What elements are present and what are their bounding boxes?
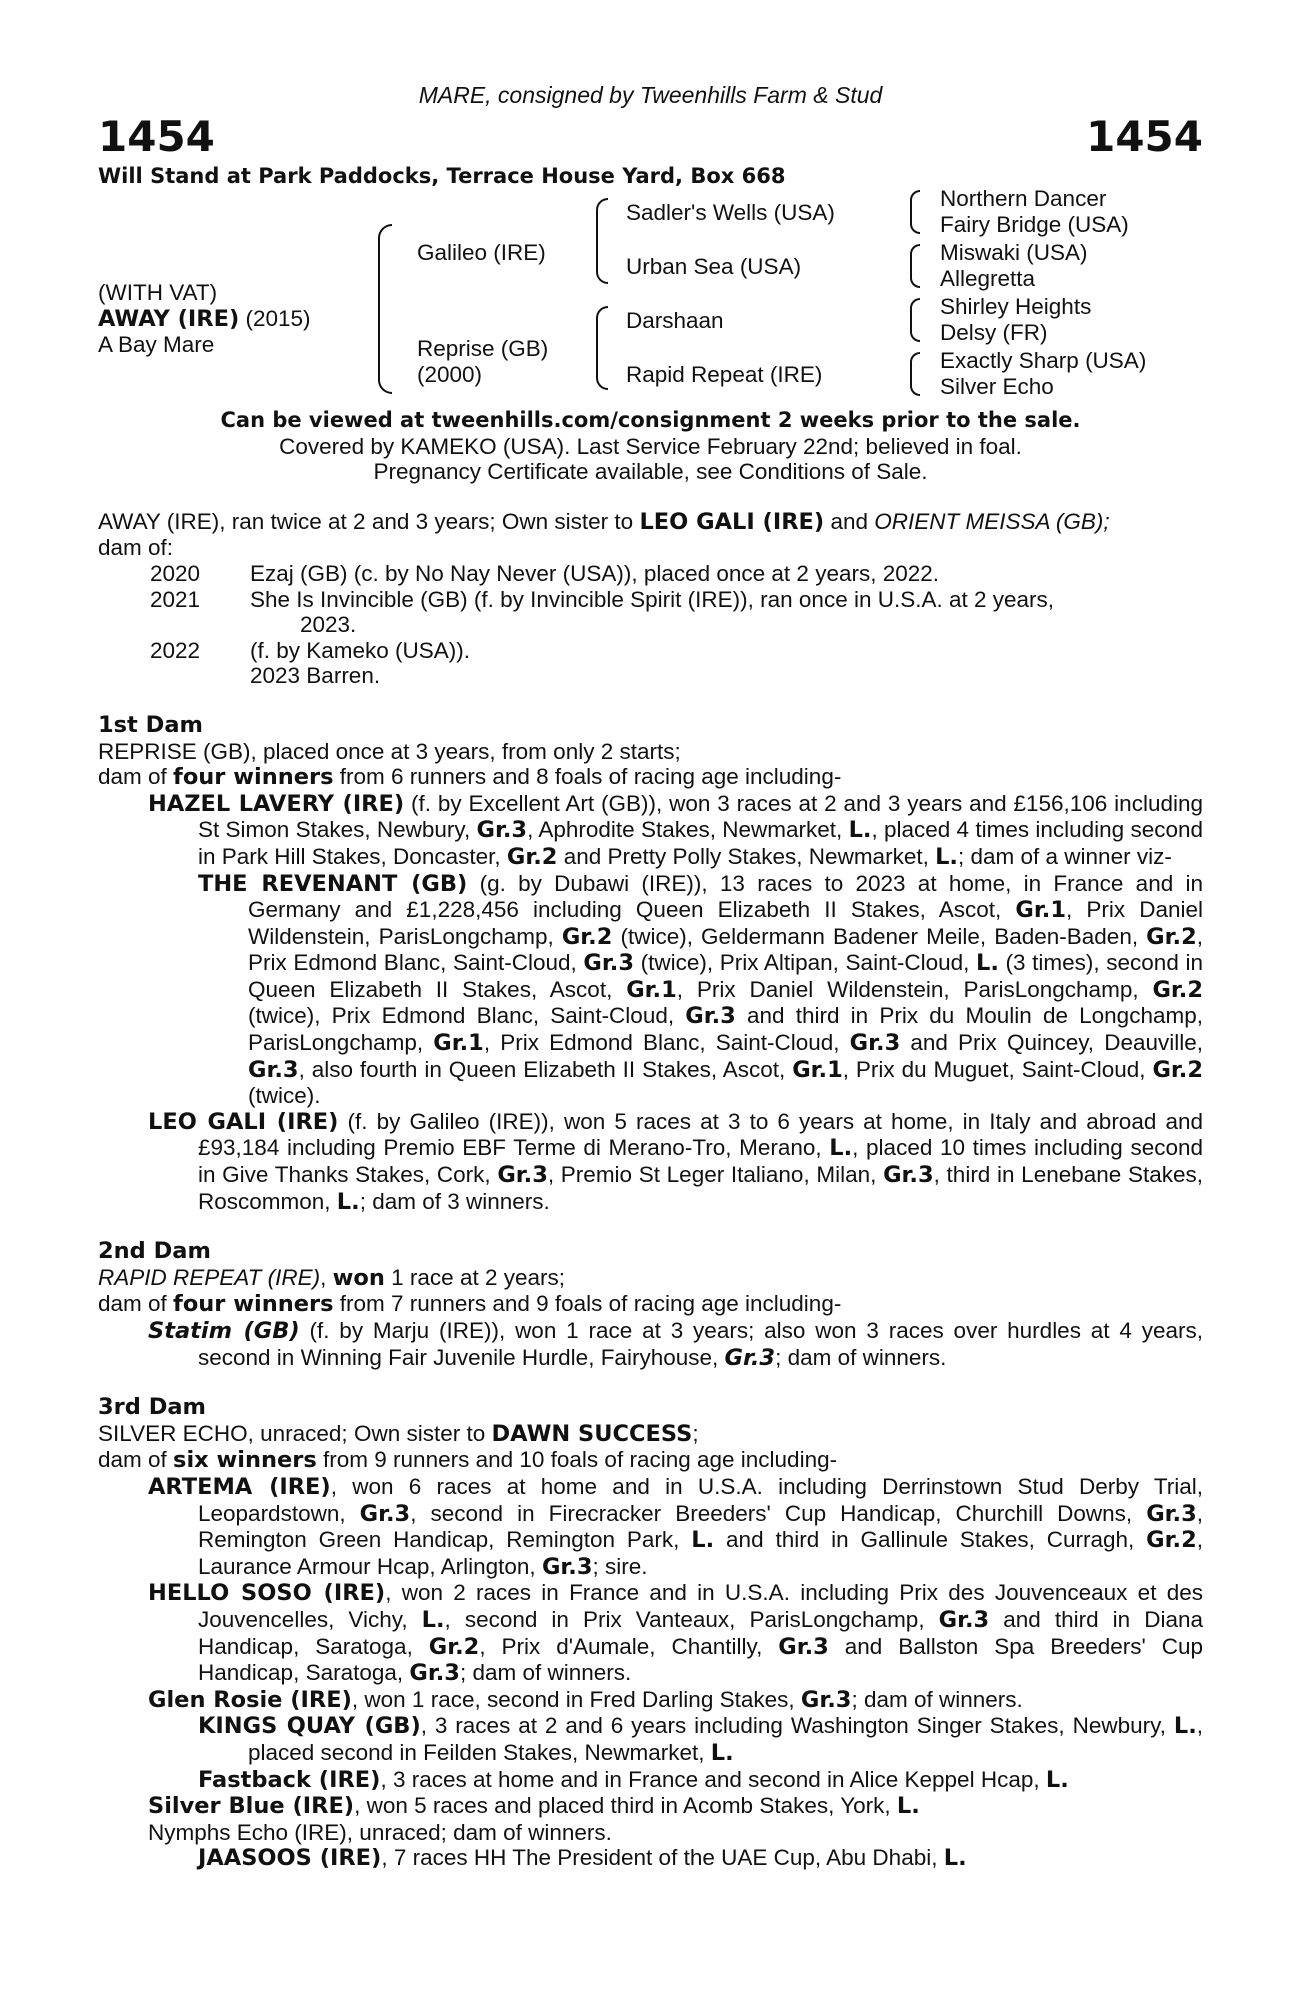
grade: Gr.3 xyxy=(800,1686,852,1713)
text: and third in Diana Handicap, Saratoga, xyxy=(198,1606,1203,1659)
pedigree-brace xyxy=(596,306,608,390)
pedigree-brace xyxy=(910,298,920,342)
grade: Gr.3 xyxy=(359,1500,411,1527)
produce-details xyxy=(250,638,1203,689)
grade: Gr.3 xyxy=(724,1344,776,1371)
produce-entry xyxy=(98,1109,1203,1215)
text: , Prix Daniel Wildenstein, ParisLongchamp, xyxy=(248,897,1203,949)
text: and third in Gallinule Stakes, Curragh, xyxy=(714,1527,1147,1553)
text: , Laurance Armour Hcap, Arlington, xyxy=(198,1527,1203,1579)
winners-count: four winners xyxy=(173,764,334,791)
second-dam-heading: 2nd Dam xyxy=(98,1238,211,1265)
text: ; dam of 3 winners. xyxy=(359,1188,550,1214)
grade: Gr.2 xyxy=(428,1633,480,1660)
text: and Prix Quincey, Deauville, xyxy=(900,1030,1203,1056)
dam-of-label: dam of: xyxy=(98,535,174,561)
produce-name: LEO GALI (IRE) xyxy=(148,1108,339,1135)
text: dam of xyxy=(98,764,174,790)
pedigree-ggs-1: Northern Dancer xyxy=(940,186,1107,211)
text: from 6 runners and 8 foals of racing age including- xyxy=(333,764,842,790)
produce-entry xyxy=(98,1845,1203,1872)
text: , 3 races at 2 and 6 years including Washington Singer Stakes, Newbury, xyxy=(420,1713,1174,1739)
first-dam-line: REPRISE (GB), placed once at 3 years, from only 2 starts; xyxy=(98,738,681,764)
text: , 7 races HH The President of the UAE Cup, Abu Dhabi, xyxy=(381,1845,944,1871)
produce-name: THE REVENANT (GB) xyxy=(198,870,468,897)
text: , Aphrodite Stakes, Newmarket, xyxy=(527,817,849,843)
grade: Gr.3 xyxy=(849,1030,901,1057)
grade: Gr.3 xyxy=(248,1056,299,1083)
produce-year: 2022 xyxy=(150,637,201,663)
catalogue-page xyxy=(98,82,1203,1872)
produce-entry xyxy=(98,1767,1203,1794)
grade: Gr.3 xyxy=(778,1633,829,1660)
text: dam of xyxy=(98,1291,174,1317)
grade: L. xyxy=(829,1135,853,1162)
text: , Remington Green Handicap, Remington Park, xyxy=(198,1500,1204,1553)
grade: Gr.3 xyxy=(883,1162,934,1189)
grade: Gr.3 xyxy=(541,1553,593,1580)
text: (twice), Prix Edmond Blanc, Saint-Cloud, xyxy=(248,1003,686,1029)
produce-line: 2023 Barren. xyxy=(250,663,381,689)
produce-row xyxy=(98,561,1203,587)
produce-entry xyxy=(98,1474,1203,1580)
pedigree-ggd-4: Silver Echo xyxy=(940,374,1054,399)
text: , xyxy=(320,1264,333,1290)
pedigree-brace xyxy=(910,244,920,288)
text: ; dam of winners. xyxy=(775,1344,947,1370)
pedigree-sire-dam: Urban Sea (USA) xyxy=(626,254,802,279)
grade: L. xyxy=(336,1188,360,1215)
produce-name: JAASOOS (IRE) xyxy=(198,1845,382,1872)
text: , 3 races at home and in France and second in Alice Keppel Hcap, xyxy=(380,1766,1046,1792)
text: from 9 runners and 10 foals of racing age including- xyxy=(316,1447,838,1473)
produce-entry xyxy=(98,871,1203,1109)
produce-name: KINGS QUAY (GB) xyxy=(198,1713,421,1740)
second-dam-line xyxy=(98,1265,1203,1292)
pedigree-brace xyxy=(910,190,920,234)
covered-note: Covered by KAMEKO (USA). Last Service February 22nd; believed in foal. xyxy=(279,433,1022,459)
summary-text: ; xyxy=(1103,508,1110,534)
grade: L. xyxy=(710,1739,734,1766)
pedigree-ggs-4: Exactly Sharp (USA) xyxy=(940,348,1147,373)
horse-year: (2015) xyxy=(245,306,311,331)
produce-row xyxy=(98,587,1203,638)
grade: Gr.3 xyxy=(685,1003,736,1030)
grade: Gr.2 xyxy=(506,843,558,870)
text: ; dam of a winner viz- xyxy=(957,843,1172,869)
pedigree-dam-sire: Darshaan xyxy=(626,308,724,333)
summary-intro: AWAY (IRE), ran twice at 2 and 3 years; Own sister to xyxy=(98,508,640,534)
text: 1 race at 2 years; xyxy=(384,1264,565,1290)
text: , second in Firecracker Breeders' Cup Handicap, Churchill Downs, xyxy=(410,1500,1147,1526)
second-dam-summary xyxy=(98,1291,1203,1318)
third-dam-summary xyxy=(98,1447,1203,1474)
text: , also fourth in Queen Elizabeth II Stakes, Ascot, xyxy=(298,1056,793,1082)
pedigree-dam-year: (2000) xyxy=(417,362,483,387)
lot-number-left: 1454 xyxy=(98,112,215,161)
sibling-name: ORIENT MEISSA (GB) xyxy=(874,508,1104,534)
grade: L. xyxy=(1045,1766,1069,1793)
sibling-name: LEO GALI (IRE) xyxy=(639,508,825,535)
text: and third in Prix du Moulin de Longchamp, ParisLongchamp, xyxy=(248,1003,1203,1056)
grade: Gr.2 xyxy=(1146,923,1197,950)
text: won xyxy=(332,1264,385,1291)
grade: Gr.3 xyxy=(476,817,528,844)
grade: L. xyxy=(943,1845,967,1872)
pedigree-ggd-3: Delsy (FR) xyxy=(940,320,1048,345)
produce-entry xyxy=(98,1713,1203,1766)
text: and Ballston Spa Breeders' Cup Handicap, Saratoga, xyxy=(198,1633,1203,1686)
horse-description: A Bay Mare xyxy=(98,332,215,357)
produce-entry xyxy=(98,1793,1203,1820)
produce-year: 2020 xyxy=(150,560,201,586)
produce-name: Glen Rosie (IRE) xyxy=(148,1686,352,1713)
text: (twice). xyxy=(248,1083,321,1109)
pedigree-ggd-1: Fairy Bridge (USA) xyxy=(940,212,1129,237)
winners-count: four winners xyxy=(173,1291,334,1318)
grade: Gr.2 xyxy=(1152,976,1203,1003)
produce-line: She Is Invincible (GB) (f. by Invincible Spirit (IRE)), ran once in U.S.A. at 2 years, xyxy=(250,586,1055,612)
produce-name: Statim (GB) xyxy=(148,1318,300,1344)
third-dam-heading: 3rd Dam xyxy=(98,1394,206,1421)
horse-title xyxy=(98,306,311,332)
text: from 7 runners and 9 foals of racing age including- xyxy=(333,1291,842,1317)
text: (g. by Dubawi (IRE)), 13 races to 2023 at home, in France and in Germany and £1,228,456 including Queen Elizabeth II Stakes, Ascot, xyxy=(248,870,1203,923)
text: ; sire. xyxy=(592,1553,648,1579)
grade: Gr.3 xyxy=(409,1660,460,1687)
produce-entry xyxy=(98,791,1203,871)
sibling-name: DAWN SUCCESS xyxy=(491,1420,693,1447)
text: , second in Prix Vanteaux, ParisLongchamp, xyxy=(444,1606,939,1632)
pedigree-brace xyxy=(596,198,608,284)
pedigree-dam-dam: Rapid Repeat (IRE) xyxy=(626,362,823,387)
dam-name: RAPID REPEAT (IRE) xyxy=(98,1264,321,1290)
text: , Prix d'Aumale, Chantilly, xyxy=(479,1633,779,1659)
horse-name: AWAY (IRE) xyxy=(98,306,240,332)
text: , won 6 races at home and in U.S.A. including Derrinstown Stud Derby Trial, Leopardstown, xyxy=(198,1473,1204,1526)
text: , placed 10 times including second in Give Thanks Stakes, Cork, xyxy=(198,1135,1203,1188)
produce-name: ARTEMA (IRE) xyxy=(148,1473,331,1500)
text: , Prix Daniel Wildenstein, ParisLongchamp, xyxy=(676,976,1153,1002)
text: , won 2 races in France and in U.S.A. including Prix des Jouvenceaux et des Jouvencelles, Vichy, xyxy=(198,1580,1203,1632)
grade: Gr.1 xyxy=(433,1030,484,1057)
produce-name: HAZEL LAVERY (IRE) xyxy=(148,790,405,817)
text: (f. by Galileo (IRE)), won 5 races at 3 to 6 years at home, in Italy and abroad and £93,184 including Premio EBF Terme di Merano-Tro, Merano, xyxy=(198,1108,1203,1161)
grade: L. xyxy=(421,1606,445,1633)
text: and Pretty Polly Stakes, Newmarket, xyxy=(557,843,936,869)
pedigree-ggd-2: Allegretta xyxy=(940,266,1036,291)
pedigree-sire-sire: Sadler's Wells (USA) xyxy=(626,200,835,225)
pedigree-brace xyxy=(910,352,920,396)
grade: L. xyxy=(848,817,872,844)
stand-location: Will Stand at Park Paddocks, Terrace House Yard, Box 668 xyxy=(98,164,786,188)
text: (f. by Marju (IRE)), won 1 race at 3 years; also won 3 races over hurdles at 4 years, second in Winning Fair Juvenile Hurdle, Fairyhouse, xyxy=(198,1318,1203,1370)
produce-line: 2023. xyxy=(300,612,357,638)
grade: L. xyxy=(1173,1713,1197,1740)
lot-number-right: 1454 xyxy=(1086,112,1203,161)
text: (twice), Prix Altipan, Saint-Cloud, xyxy=(633,950,976,976)
summary-text: and xyxy=(824,508,875,534)
text: SILVER ECHO, unraced; Own sister to xyxy=(98,1420,492,1446)
grade: Gr.2 xyxy=(561,923,613,950)
consignment-line: MARE, consigned by Tweenhills Farm & Stud xyxy=(418,82,883,108)
produce-entry xyxy=(98,1687,1203,1714)
viewing-note: Can be viewed at tweenhills.com/consignment 2 weeks prior to the sale. xyxy=(220,408,1081,432)
produce-line: Ezaj (GB) (c. by No Nay Never (USA)), placed once at 2 years, 2022. xyxy=(250,560,940,586)
text: , Prix Edmond Blanc, Saint-Cloud, xyxy=(483,1030,850,1056)
grade: L. xyxy=(976,950,999,977)
produce-entry: Nymphs Echo (IRE), unraced; dam of winners. xyxy=(148,1819,612,1845)
text: dam of xyxy=(98,1447,174,1473)
produce-name: Silver Blue (IRE) xyxy=(148,1793,355,1820)
text: ; dam of winners. xyxy=(851,1686,1023,1712)
pedigree-ggs-2: Miswaki (USA) xyxy=(940,240,1088,265)
third-dam-line xyxy=(98,1421,1203,1448)
pedigree-ggs-3: Shirley Heights xyxy=(940,294,1092,319)
produce-details xyxy=(250,587,1203,638)
text: ; dam of winners. xyxy=(459,1660,632,1686)
text: (3 times), second in Queen Elizabeth II Stakes, Ascot, xyxy=(248,950,1203,1002)
grade: Gr.2 xyxy=(1152,1056,1203,1083)
lot-header xyxy=(98,82,1203,162)
grade: Gr.3 xyxy=(583,950,634,977)
pedigree-brace xyxy=(378,224,392,394)
text: (f. by Excellent Art (GB)), won 3 races at 2 and 3 years and £156,106 including St Simon Stakes, Newbury, xyxy=(198,790,1203,843)
produce-row xyxy=(98,638,1203,689)
grade: L. xyxy=(935,843,958,870)
produce-year: 2021 xyxy=(150,586,201,612)
text: , won 5 races and placed third in Acomb Stakes, York, xyxy=(354,1793,897,1819)
text: , third in Lenebane Stakes, Roscommon, xyxy=(198,1162,1203,1214)
grade: Gr.3 xyxy=(938,1606,990,1633)
grade: Gr.3 xyxy=(497,1162,548,1189)
vat-label: (WITH VAT) xyxy=(98,280,218,305)
text: , won 1 race, second in Fred Darling Stakes, xyxy=(351,1686,801,1712)
summary-paragraph xyxy=(98,509,1203,536)
grade: Gr.1 xyxy=(792,1056,843,1083)
grade: L. xyxy=(896,1793,920,1820)
grade: Gr.1 xyxy=(626,976,677,1003)
text: , placed second in Feilden Stakes, Newmarket, xyxy=(248,1713,1204,1765)
first-dam-heading: 1st Dam xyxy=(98,711,203,738)
certificate-note: Pregnancy Certificate available, see Conditions of Sale. xyxy=(373,459,928,485)
text: , Premio St Leger Italiano, Milan, xyxy=(547,1162,884,1188)
grade: Gr.2 xyxy=(1146,1527,1197,1554)
produce-line: (f. by Kameko (USA)). xyxy=(250,637,471,663)
produce-name: HELLO SOSO (IRE) xyxy=(148,1580,386,1607)
text: , placed 4 times including second in Park Hill Stakes, Doncaster, xyxy=(198,817,1203,869)
grade: Gr.1 xyxy=(1015,897,1066,924)
pedigree-sire: Galileo (IRE) xyxy=(417,240,546,265)
grade: Gr.3 xyxy=(1146,1500,1197,1527)
pedigree-table xyxy=(98,188,1203,410)
text: , Prix Edmond Blanc, Saint-Cloud, xyxy=(248,923,1203,976)
produce-entry xyxy=(98,1580,1203,1686)
text: ; xyxy=(692,1420,699,1446)
produce-details xyxy=(250,561,1203,587)
text: (twice), Geldermann Badener Meile, Baden-Baden, xyxy=(612,923,1147,949)
produce-name: Fastback (IRE) xyxy=(198,1766,381,1793)
produce-entry xyxy=(98,1318,1203,1371)
grade: L. xyxy=(691,1527,715,1554)
winners-count: six winners xyxy=(173,1447,317,1474)
pedigree-dam: Reprise (GB) xyxy=(417,336,549,361)
text: , Prix du Muguet, Saint-Cloud, xyxy=(842,1056,1153,1082)
first-dam-summary xyxy=(98,764,1203,791)
